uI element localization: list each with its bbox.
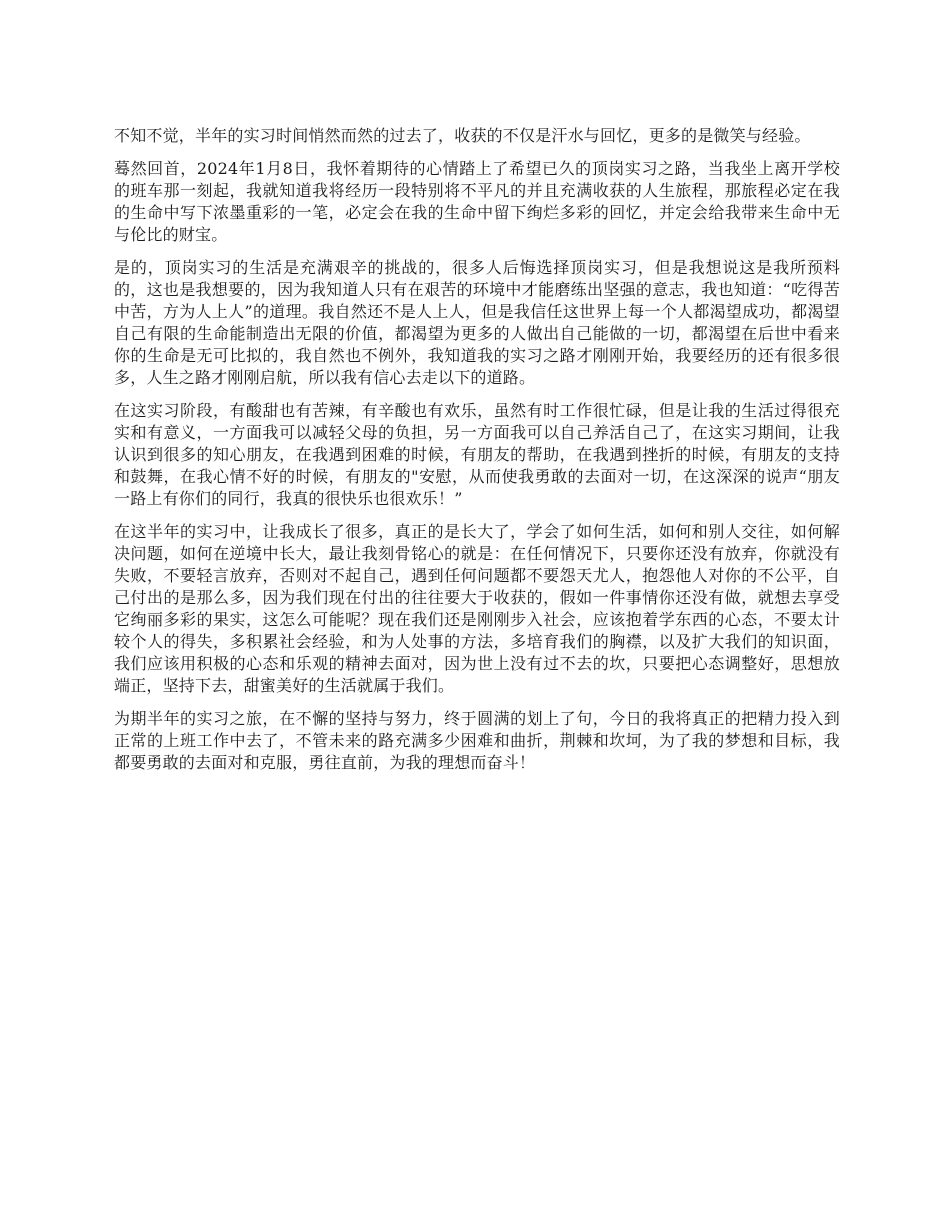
document-page	[114, 125, 840, 785]
paragraph-1: 不知不觉，半年的实习时间悄然而然的过去了，收获的不仅是汗水与回忆，更多的是微笑与经验。	[114, 126, 811, 145]
paragraph-6: 为期半年的实习之旅，在不懈的坚持与努力，终于圆满的划上了句，今日的我将真正的把精力投入到正常的上班工作中去了，不管未来的路充满多少困难和曲折，荆棘和坎坷，为了我的梦想和目标，我都要勇敢的去面对和克服，勇往直前，为我的理想而奋斗！	[114, 709, 840, 772]
paragraph-4: 在这实习阶段，有酸甜也有苦辣，有辛酸也有欢乐，虽然有时工作很忙碌，但是让我的生活过得很充实和有意义，一方面我可以减轻父母的负担，另一方面我可以自己养活自己了，在这实习期间，让我认识到很多的知心朋友，在我遇到困难的时候，有朋友的帮助，在我遇到挫折的时候，有朋友的支持和鼓舞，在我心情不好的时候，有朋友的"安慰，从而使我勇敢的去面对一切，在这深深的说声“朋友一路上有你们的同行，我真的很快乐也很欢乐！”	[114, 401, 840, 508]
paragraph-2: 蓦然回首，2024年1月8日，我怀着期待的心情踏上了希望已久的顶岗实习之路，当我坐上离开学校的班车那一刻起，我就知道我将经历一段特别将不平凡的并且充满收获的人生旅程，那旅程必定在我的生命中写下浓墨重彩的一笔，必定会在我的生命中留下绚烂多彩的回忆，并定会给我带来生命中无与伦比的财宝。	[114, 159, 840, 244]
paragraph-3: 是的，顶岗实习的生活是充满艰辛的挑战的，很多人后悔选择顶岗实习，但是我想说这是我所预料的，这也是我想要的，因为我知道人只有在艰苦的环境中才能磨练出坚强的意志，我也知道：“吃得苦中苦，方为人上人”的道理。我自然还不是人上人，但是我信任这世界上每一个人都渴望成功，都渴望自己有限的生命能制造出无限的价值，都渴望为更多的人做出自己能做的一切，都渴望在后世中看来你的生命是无可比拟的，我自然也不例外，我知道我的实习之路才刚刚开始，我要经历的还有很多很多，人生之路才刚刚启航，所以我有信心去走以下的道路。	[114, 258, 840, 387]
paragraph-5: 在这半年的实习中，让我成长了很多，真正的是长大了，学会了如何生活，如何和别人交往，如何解决问题，如何在逆境中长大，最让我刻骨铭心的就是：在任何情况下，只要你还没有放弃，你就没有失败，不要轻言放弃，否则对不起自己，遇到任何问题都不要怨天尤人，抱怨他人对你的不公平，自己付出的是那么多，因为我们现在付出的往往要大于收获的，假如一件事情你还没有做，就想去享受它绚丽多彩的果实，这怎么可能呢？现在我们还是刚刚步入社会，应该抱着学东西的心态，不要太计较个人的得失，多积累社会经验，和为人处事的方法，多培育我们的胸襟，以及扩大我们的知识面，我们应该用积极的心态和乐观的精神去面对，因为世上没有过不去的坎，只要把心态调整好，思想放端正，坚持下去，甜蜜美好的生活就属于我们。	[114, 522, 840, 695]
